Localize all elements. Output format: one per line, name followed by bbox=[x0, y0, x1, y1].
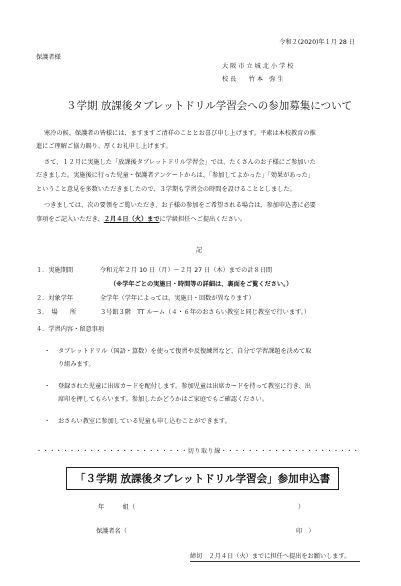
body-line-2: 進にご理解ご協力賜り、厚くお礼申し上げます。 bbox=[36, 143, 172, 150]
class-label: 年 組（ bbox=[98, 504, 136, 511]
body-line-7-start: 事項をご記入いただき、 bbox=[36, 216, 104, 223]
body-line-7 bbox=[36, 215, 246, 224]
body-line-7-end: に学級担任へご提出ください。 bbox=[159, 216, 247, 223]
seal-label: 印 ） bbox=[296, 528, 315, 535]
place-value: ３号館３階 TT ルーム（４・６年のおさらい教室と同じ教室で行います。） bbox=[100, 309, 311, 316]
deadline-highlight: ２月４日（火）まで bbox=[103, 216, 160, 223]
body-line-4: だきました。実施後に行った児童・保護者アンケートからは、「参加してよかった」「効果があった」 bbox=[36, 172, 314, 179]
period-value: 令和元年２月 10 日（月）～２月 27 日（木）までの計８日間 bbox=[100, 267, 273, 274]
bullet-marker: ・ bbox=[44, 348, 51, 355]
bullet-3-line-1: おさらい教室に参加している児童も申し込むことができます。 bbox=[58, 418, 231, 425]
cut-line: ・・・・・・・・・・・・・・・・・・・・・・・切り取り線・・・・・・・・・・・・・・・・・・・・・ bbox=[36, 448, 360, 455]
bullet-marker: ・ bbox=[44, 418, 51, 425]
period-label: １．実施期間 bbox=[36, 267, 74, 274]
place-label: ３． 場 所 bbox=[36, 309, 77, 316]
class-close: ） bbox=[298, 504, 305, 511]
bullet-marker: ・ bbox=[44, 383, 51, 390]
body-line-6: つきましては、次の要領をご覧いただき、お子様の参加をご希望される場合は、参加申込書に必要 bbox=[44, 202, 316, 209]
guardian-label: 保護者名（ bbox=[96, 528, 127, 535]
period-note: （※学年ごとの実施日・時間等の詳細は、裏面をご覧ください。） bbox=[110, 281, 293, 288]
document-title: ３学期 放課後タブレットドリル学習会への参加募集について bbox=[66, 100, 353, 112]
body-line-5: ということ意見を多数いただきましたので、３学期も学習会の時間を設けることとしました。 bbox=[36, 186, 296, 193]
content-label: ４．学習内容・留意事項 bbox=[36, 326, 105, 333]
bullet-1-line-1: タブレットドリル（国語・算数）を使って復習や反復練習など、自分で学習課題を決めて取 bbox=[58, 348, 312, 355]
bullet-1-line-2: り組みます。 bbox=[58, 361, 95, 368]
school-name: 大 阪 市 立 城 北 小 学 校 bbox=[222, 63, 294, 70]
bullet-2-line-2: 席印を押してもらいます。参加したかどうかはご家庭でもご確認ください。 bbox=[58, 396, 268, 403]
bullet-2-line-1: 登録された児童に出席カードを配付します。参加児童は出席カードを持って教室に行き、出 bbox=[58, 383, 311, 390]
date: 令和２(2020)年１月 28 日 bbox=[279, 39, 355, 46]
principal-name: 校 長 竹 本 弥 生 bbox=[222, 76, 284, 83]
body-line-3: さて、１２月に実施した「放課後タブレットドリル学習会」では、たくさんのお子様にご参加いた bbox=[44, 159, 316, 166]
ki-marker: 記 bbox=[196, 247, 203, 254]
form-deadline: 締切 ２月４日（火）までに担任へ提出をお願いします。 bbox=[190, 552, 360, 562]
recipient: 保護者様 bbox=[36, 54, 61, 61]
grade-label: ２．対象学年 bbox=[36, 295, 74, 302]
body-line-1: 寒冷の候、保護者の皆様には、ますますご清祥のこととお喜び申し上げます。平素は本校教育の推 bbox=[44, 130, 316, 137]
application-form-title: 「３学期 放課後タブレットドリル学習会」参加申込書 bbox=[66, 467, 339, 490]
grade-value: 全学年（学年によっては、実施日・回数が異なります） bbox=[100, 295, 255, 302]
